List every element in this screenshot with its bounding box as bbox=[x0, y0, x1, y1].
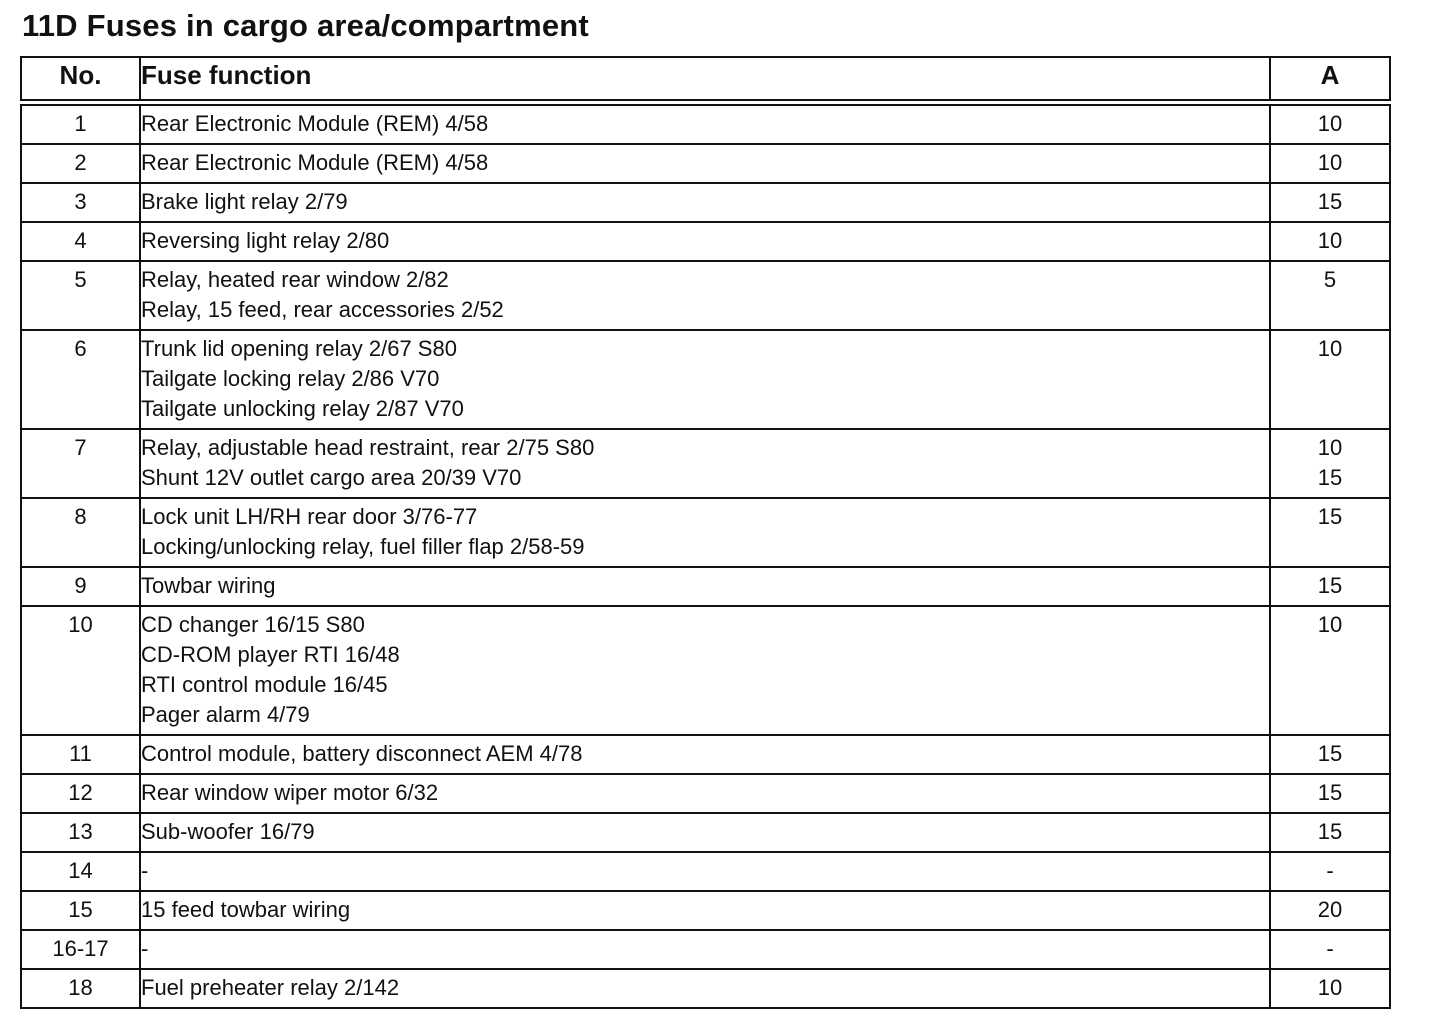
fuse-amps-cell bbox=[1270, 969, 1390, 1008]
fuse-function: Pager alarm 4/79 bbox=[141, 702, 310, 727]
fuse-amps: 5 bbox=[1323, 267, 1337, 292]
fuse-function: Relay, heated rear window 2/82 bbox=[141, 267, 449, 292]
fuse-function: Trunk lid opening relay 2/67 S80 bbox=[141, 336, 457, 361]
fuse-amps: 15 bbox=[1317, 741, 1343, 766]
fuse-function: - bbox=[141, 858, 149, 883]
fuse-function: Towbar wiring bbox=[141, 573, 276, 598]
fuse-amps-cell bbox=[1270, 891, 1390, 930]
fuse-function: Control module, battery disconnect AEM 4/78 bbox=[141, 741, 583, 766]
table-row bbox=[21, 606, 1390, 735]
fuse-function-cell bbox=[140, 930, 1270, 969]
fuse-function-cell bbox=[140, 144, 1270, 183]
fuse-number: 11 bbox=[21, 735, 140, 774]
fuse-function-cell bbox=[140, 567, 1270, 606]
fuse-function-cell bbox=[140, 891, 1270, 930]
table-row bbox=[21, 969, 1390, 1008]
fuse-function-cell bbox=[140, 183, 1270, 222]
fuse-table bbox=[20, 56, 1391, 1009]
table-row bbox=[21, 330, 1390, 429]
fuse-function-cell bbox=[140, 103, 1270, 145]
fuse-amps: 10 bbox=[1317, 612, 1343, 637]
table-row bbox=[21, 567, 1390, 606]
table-row bbox=[21, 261, 1390, 330]
fuse-function: - bbox=[141, 936, 149, 961]
fuse-function: Relay, 15 feed, rear accessories 2/52 bbox=[141, 297, 504, 322]
fuse-amps: 10 bbox=[1317, 111, 1343, 136]
fuse-amps: 15 bbox=[1317, 189, 1343, 214]
fuse-function-cell bbox=[140, 852, 1270, 891]
table-header bbox=[21, 57, 1390, 103]
fuse-amps-cell bbox=[1270, 261, 1390, 330]
fuse-function: Lock unit LH/RH rear door 3/76-77 bbox=[141, 504, 478, 529]
table-row bbox=[21, 813, 1390, 852]
fuse-function: Rear Electronic Module (REM) 4/58 bbox=[141, 111, 489, 136]
table-row bbox=[21, 183, 1390, 222]
fuse-amps-cell bbox=[1270, 567, 1390, 606]
fuse-amps: 15 bbox=[1317, 573, 1343, 598]
fuse-function: RTI control module 16/45 bbox=[141, 672, 388, 697]
fuse-amps: 10 bbox=[1317, 435, 1343, 460]
page-title: 11D Fuses in cargo area/compartment bbox=[22, 8, 589, 43]
fuse-function: Fuel preheater relay 2/142 bbox=[141, 975, 400, 1000]
fuse-number: 9 bbox=[21, 567, 140, 606]
table-row bbox=[21, 735, 1390, 774]
fuse-amps-cell bbox=[1270, 222, 1390, 261]
fuse-amps-cell bbox=[1270, 606, 1390, 735]
fuse-function: Locking/unlocking relay, fuel filler flap 2/58-59 bbox=[141, 534, 585, 559]
fuse-number: 7 bbox=[21, 429, 140, 498]
fuse-function-cell bbox=[140, 606, 1270, 735]
fuse-function: Shunt 12V outlet cargo area 20/39 V70 bbox=[141, 465, 522, 490]
table-row bbox=[21, 498, 1390, 567]
header-fuse-function: Fuse function bbox=[140, 57, 1270, 103]
fuse-amps: 10 bbox=[1317, 336, 1343, 361]
table-body bbox=[21, 103, 1390, 1009]
header-row bbox=[21, 57, 1390, 103]
fuse-function-cell bbox=[140, 498, 1270, 567]
fuse-function-cell bbox=[140, 813, 1270, 852]
fuse-number: 2 bbox=[21, 144, 140, 183]
fuse-function: Rear Electronic Module (REM) 4/58 bbox=[141, 150, 489, 175]
table-row bbox=[21, 144, 1390, 183]
fuse-function: CD-ROM player RTI 16/48 bbox=[141, 642, 400, 667]
fuse-number: 3 bbox=[21, 183, 140, 222]
fuse-amps: 15 bbox=[1317, 780, 1343, 805]
fuse-number: 10 bbox=[21, 606, 140, 735]
fuse-amps: 10 bbox=[1317, 975, 1343, 1000]
fuse-function: Relay, adjustable head restraint, rear 2/75 S80 bbox=[141, 435, 595, 460]
table-row bbox=[21, 852, 1390, 891]
fuse-amps-cell bbox=[1270, 330, 1390, 429]
fuse-number: 5 bbox=[21, 261, 140, 330]
fuse-function-cell bbox=[140, 330, 1270, 429]
fuse-function-cell bbox=[140, 774, 1270, 813]
fuse-amps: 15 bbox=[1317, 819, 1343, 844]
fuse-amps-cell bbox=[1270, 183, 1390, 222]
table-row bbox=[21, 891, 1390, 930]
fuse-number: 4 bbox=[21, 222, 140, 261]
fuse-number: 8 bbox=[21, 498, 140, 567]
fuse-amps-cell bbox=[1270, 852, 1390, 891]
fuse-function-cell bbox=[140, 222, 1270, 261]
fuse-number: 15 bbox=[21, 891, 140, 930]
fuse-amps: 10 bbox=[1317, 228, 1343, 253]
fuse-number: 1 bbox=[21, 103, 140, 145]
fuse-number: 14 bbox=[21, 852, 140, 891]
table-row bbox=[21, 774, 1390, 813]
fuse-function-cell bbox=[140, 261, 1270, 330]
fuse-amps-cell bbox=[1270, 144, 1390, 183]
fuse-amps: - bbox=[1326, 936, 1334, 961]
fuse-function: Sub-woofer 16/79 bbox=[141, 819, 315, 844]
fuse-amps-cell bbox=[1270, 774, 1390, 813]
fuse-number: 18 bbox=[21, 969, 140, 1008]
fuse-amps: 10 bbox=[1317, 150, 1343, 175]
fuse-number: 6 bbox=[21, 330, 140, 429]
table-row bbox=[21, 222, 1390, 261]
fuse-function: Tailgate unlocking relay 2/87 V70 bbox=[141, 396, 464, 421]
fuse-amps-cell bbox=[1270, 103, 1390, 145]
fuse-function: Rear window wiper motor 6/32 bbox=[141, 780, 439, 805]
fuse-amps-cell bbox=[1270, 498, 1390, 567]
fuse-function-cell bbox=[140, 429, 1270, 498]
fuse-amps-cell bbox=[1270, 813, 1390, 852]
fuse-number: 12 bbox=[21, 774, 140, 813]
fuse-number: 13 bbox=[21, 813, 140, 852]
fuse-function: CD changer 16/15 S80 bbox=[141, 612, 365, 637]
table-row bbox=[21, 103, 1390, 145]
header-amps: A bbox=[1270, 57, 1390, 103]
fuse-function: 15 feed towbar wiring bbox=[141, 897, 351, 922]
fuse-function: Brake light relay 2/79 bbox=[141, 189, 348, 214]
header-no: No. bbox=[21, 57, 140, 103]
fuse-amps-cell bbox=[1270, 429, 1390, 498]
fuse-function: Tailgate locking relay 2/86 V70 bbox=[141, 366, 440, 391]
fuse-function-cell bbox=[140, 735, 1270, 774]
fuse-amps: 20 bbox=[1317, 897, 1343, 922]
fuse-amps: - bbox=[1326, 858, 1334, 883]
fuse-number: 16-17 bbox=[21, 930, 140, 969]
fuse-function-cell bbox=[140, 969, 1270, 1008]
fuse-amps: 15 bbox=[1317, 504, 1343, 529]
fuse-amps: 15 bbox=[1317, 465, 1343, 490]
table-row bbox=[21, 930, 1390, 969]
fuse-amps-cell bbox=[1270, 930, 1390, 969]
fuse-amps-cell bbox=[1270, 735, 1390, 774]
table-row bbox=[21, 429, 1390, 498]
fuse-function: Reversing light relay 2/80 bbox=[141, 228, 390, 253]
